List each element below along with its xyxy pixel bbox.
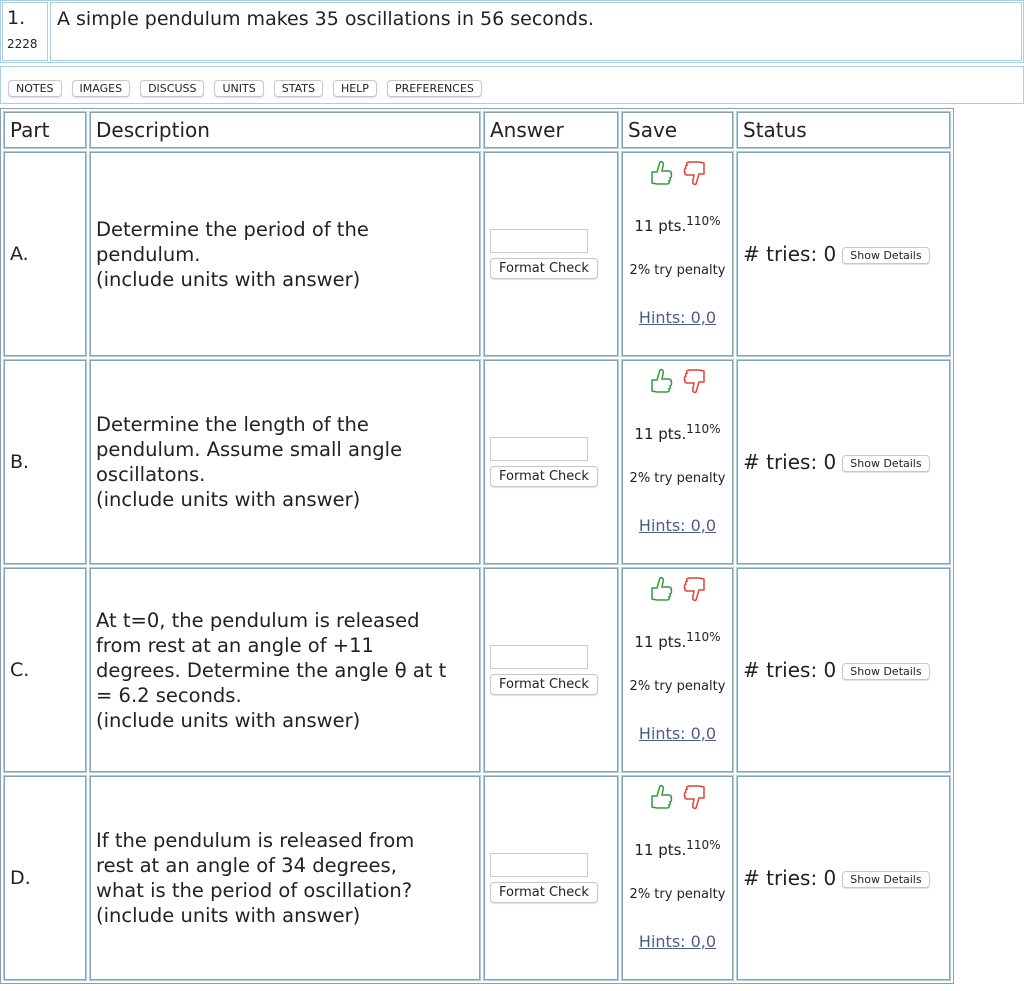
thumbs-up-icon[interactable] <box>648 782 674 816</box>
points <box>624 214 731 235</box>
points <box>624 630 731 651</box>
description-line: what is the period of oscillation? <box>96 879 413 902</box>
status-cell <box>736 567 951 773</box>
points <box>624 422 731 443</box>
header-save: Save <box>621 111 734 149</box>
save-cell <box>621 359 734 565</box>
description-line: = 6.2 seconds. <box>96 683 242 707</box>
status-cell <box>736 359 951 565</box>
points-percent: 110% <box>686 214 721 228</box>
description-line: pendulum. Assume small angle <box>96 438 403 461</box>
parts-table <box>0 108 954 984</box>
format-check-button[interactable]: Format Check <box>490 258 598 279</box>
description-line: (include units with answer) <box>96 267 361 291</box>
preferences-button[interactable]: PREFERENCES <box>387 80 482 97</box>
description-line: If the pendulum is released from <box>96 829 415 852</box>
save-cell <box>621 775 734 981</box>
part-label: B. <box>3 359 87 565</box>
hints-link[interactable]: Hints: 0,0 <box>638 724 717 743</box>
description-line: oscillatons. <box>96 463 206 486</box>
try-penalty: 2% try penalty <box>629 679 726 694</box>
question-id: 2228 <box>7 37 38 51</box>
points-value: 11 pts. <box>634 841 687 859</box>
description-line: (include units with answer) <box>96 488 361 511</box>
hints-link[interactable]: Hints: 0,0 <box>638 308 717 327</box>
hints-link[interactable]: Hints: 0,0 <box>638 516 717 535</box>
header-status: Status <box>736 111 951 149</box>
stats-button[interactable]: STATS <box>274 80 323 97</box>
description-line: At t=0, the pendulum is released <box>96 608 420 632</box>
description-line: (include units with answer) <box>96 708 361 732</box>
answer-input[interactable] <box>490 645 588 669</box>
try-penalty: 2% try penalty <box>629 263 726 278</box>
points-value: 11 pts. <box>634 425 687 443</box>
save-cell <box>621 151 734 357</box>
notes-button[interactable]: NOTES <box>8 80 62 97</box>
save-cell <box>621 567 734 773</box>
question-header <box>0 0 1024 63</box>
status-cell <box>736 151 951 357</box>
try-penalty: 2% try penalty <box>629 887 726 902</box>
tries-count: # tries: 0 <box>743 658 837 682</box>
question-number-cell <box>2 2 48 61</box>
points-percent: 110% <box>686 422 721 436</box>
header-description: Description <box>89 111 481 149</box>
thumbs-down-icon[interactable] <box>682 574 708 608</box>
thumbs-up-icon[interactable] <box>648 158 674 192</box>
part-description <box>89 359 481 565</box>
try-penalty: 2% try penalty <box>629 471 726 486</box>
description-line: (include units with answer) <box>96 904 361 927</box>
answer-cell <box>483 775 619 981</box>
table-row <box>3 567 951 773</box>
description-line: degrees. Determine the angle θ at t <box>96 658 447 682</box>
points-value: 11 pts. <box>634 633 687 651</box>
hints-link[interactable]: Hints: 0,0 <box>638 932 717 951</box>
points-percent: 110% <box>686 838 721 852</box>
format-check-button[interactable]: Format Check <box>490 466 598 487</box>
description-line: Determine the length of the <box>96 413 369 436</box>
format-check-button[interactable]: Format Check <box>490 882 598 903</box>
tries-count: # tries: 0 <box>743 450 837 474</box>
help-button[interactable]: HELP <box>333 80 377 97</box>
part-description <box>89 151 481 357</box>
show-details-button[interactable]: Show Details <box>842 247 929 264</box>
part-description <box>89 775 481 981</box>
show-details-button[interactable]: Show Details <box>842 871 929 888</box>
table-row <box>3 359 951 565</box>
thumbs-down-icon[interactable] <box>682 366 708 400</box>
format-check-button[interactable]: Format Check <box>490 674 598 695</box>
answer-input[interactable] <box>490 437 588 461</box>
header-part: Part <box>3 111 87 149</box>
images-button[interactable]: IMAGES <box>72 80 131 97</box>
part-label: D. <box>3 775 87 981</box>
description-line: rest at an angle of 34 degrees, <box>96 854 397 877</box>
header-answer: Answer <box>483 111 619 149</box>
thumbs-down-icon[interactable] <box>682 158 708 192</box>
tries-count: # tries: 0 <box>743 242 837 266</box>
part-description <box>89 567 481 773</box>
thumbs-up-icon[interactable] <box>648 574 674 608</box>
part-label: C. <box>3 567 87 773</box>
thumbs-down-icon[interactable] <box>682 782 708 816</box>
table-row <box>3 151 951 357</box>
points-percent: 110% <box>686 630 721 644</box>
part-label: A. <box>3 151 87 357</box>
points-value: 11 pts. <box>634 217 687 235</box>
thumbs-up-icon[interactable] <box>648 366 674 400</box>
table-row <box>3 775 951 981</box>
question-number: 1. <box>7 7 26 29</box>
discuss-button[interactable]: DISCUSS <box>140 80 204 97</box>
toolbar <box>0 66 1024 104</box>
question-title: A simple pendulum makes 35 oscillations in 56 seconds. <box>50 2 1022 61</box>
description-line: from rest at an angle of +11 <box>96 633 374 657</box>
status-cell <box>736 775 951 981</box>
description-line: Determine the period of the <box>96 217 369 241</box>
points <box>624 838 731 859</box>
answer-cell <box>483 151 619 357</box>
show-details-button[interactable]: Show Details <box>842 663 929 680</box>
answer-input[interactable] <box>490 853 588 877</box>
show-details-button[interactable]: Show Details <box>842 455 929 472</box>
description-line: pendulum. <box>96 242 201 266</box>
units-button[interactable]: UNITS <box>214 80 263 97</box>
answer-cell <box>483 567 619 773</box>
tries-count: # tries: 0 <box>743 866 837 890</box>
answer-cell <box>483 359 619 565</box>
answer-input[interactable] <box>490 229 588 253</box>
